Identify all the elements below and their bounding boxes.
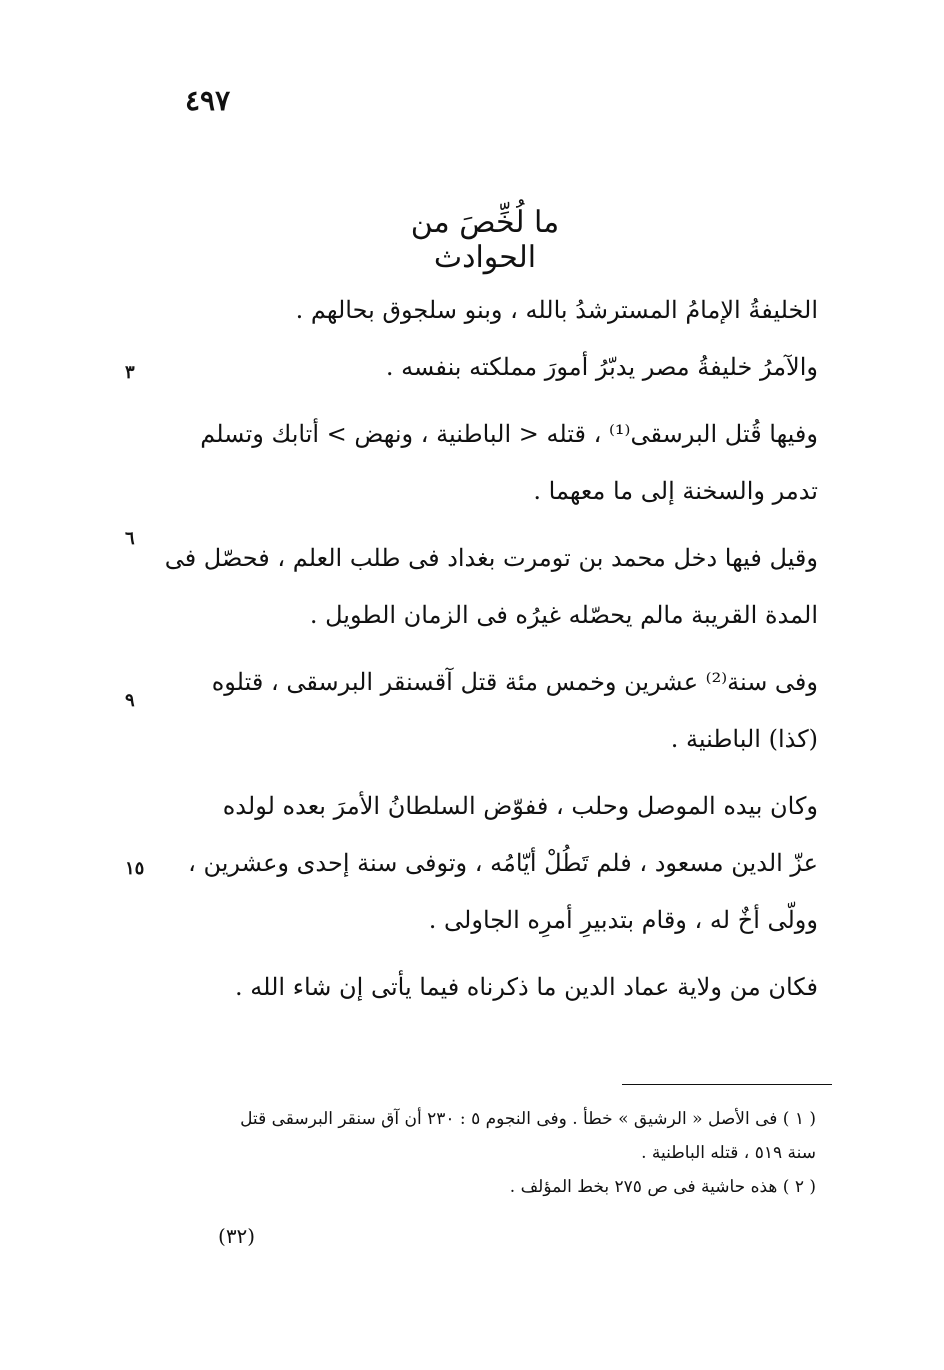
text-line: (كذا) الباطنية . <box>670 725 818 753</box>
text-line: وفى سنة⁽²⁾ عشرين وخمس مئة قتل آقسنقر البرسقى ، قتلوه <box>211 668 818 696</box>
text-line: عزّ الدين مسعود ، فلم تَطُلْ أيّامُه ، وتوفى سنة إحدى وعشرين ، <box>188 849 818 877</box>
text-line: الخليفةُ الإمامُ المسترشدُ بالله ، وبنو سلجوق بحالهم . <box>295 296 818 324</box>
footnote-line: ( ١ ) فى الأصل « الرشيق » خطأ . وفى النجوم ٥ : ٢٣٠ أن آق سنقر البرسقى قتل <box>240 1109 816 1129</box>
margin-line-number: ٩ <box>125 690 135 711</box>
margin-line-number: ٦ <box>125 528 135 549</box>
paragraph <box>158 282 818 396</box>
paragraph <box>158 406 818 520</box>
main-text <box>158 282 818 1026</box>
paragraph <box>158 654 818 768</box>
text-line: وقيل فيها دخل محمد بن تومرت بغداد فى طلب العلم ، فحصّل فى <box>164 544 818 572</box>
signature-number: (٣٢) <box>218 1224 256 1248</box>
footnote-line: سنة ٥١٩ ، قتله الباطنية . <box>641 1143 816 1163</box>
paragraph <box>158 530 818 644</box>
section-title: ما لُخِّصَ من الحوادث <box>410 205 560 275</box>
paragraph <box>158 959 818 1016</box>
footnote-divider <box>622 1084 832 1085</box>
text-line: وولّى أخٌ له ، وقام بتدبيرِ أمرِه الجاولى . <box>428 906 818 934</box>
paragraph <box>158 778 818 949</box>
text-line: وفيها قُتل البرسقى⁽¹⁾ ، قتله < الباطنية ، ونهض > أتابك وتسلم <box>200 420 818 448</box>
text-line: المدة القريبة مالم يحصّله غيرُه فى الزمان الطويل . <box>309 601 818 629</box>
text-line: فكان من ولاية عماد الدين ما ذكرناه فيما يأتى إن شاء الله . <box>235 973 818 1001</box>
text-line: والآمرُ خليفةُ مصر يدبّرُ أمورَ مملكته بنفسه . <box>385 353 818 381</box>
margin-line-number: ١٥ <box>125 858 145 879</box>
footnote-line: ( ٢ ) هذه حاشية فى ص ٢٧٥ بخط المؤلف . <box>509 1177 816 1197</box>
text-line: وكان بيده الموصل وحلب ، ففوّض السلطانُ الأمرَ بعده لولده <box>222 792 818 820</box>
page-number: ٤٩٧ <box>185 84 231 117</box>
footnotes <box>166 1102 816 1204</box>
margin-line-number: ٣ <box>125 362 135 383</box>
text-line: تدمر والسخنة إلى ما معهما . <box>533 477 818 505</box>
